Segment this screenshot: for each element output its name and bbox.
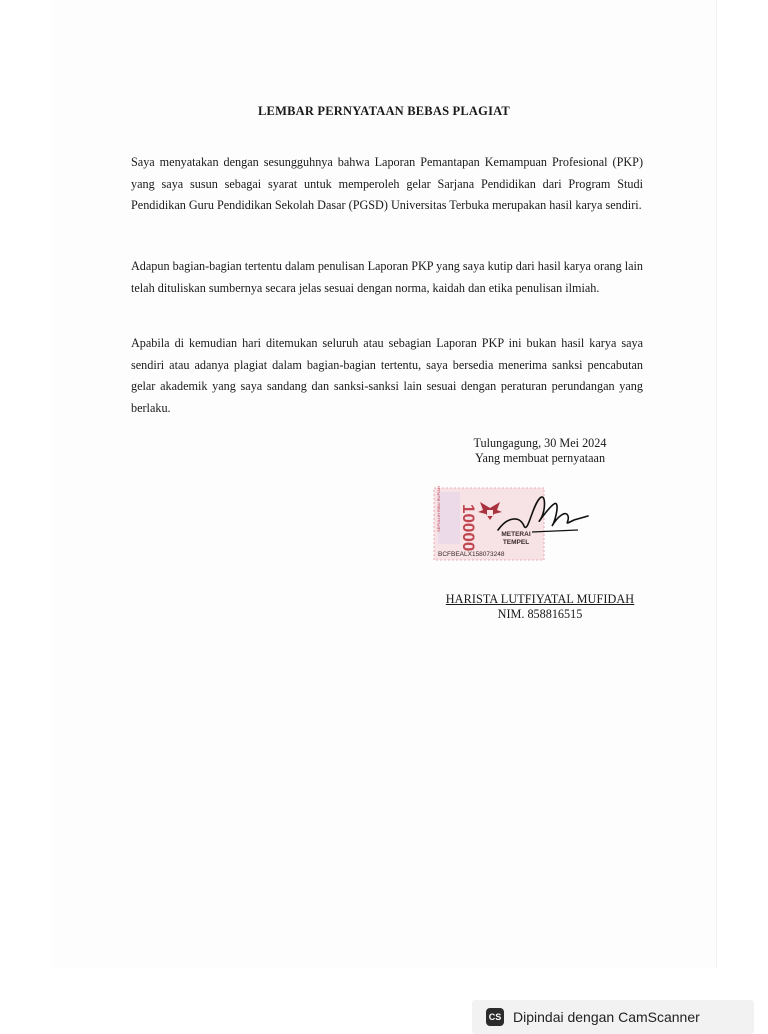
signer-nim: NIM. 858816515 [497,607,583,621]
paragraph-citation: Adapun bagian-bagian tertentu dalam penulisan Laporan PKP yang saya kutip dari hasil karya orang lain telah dituliskan sumbernya secara jelas sesuai dengan norma, kaidah dan etika penulisan ilmiah. [131,259,643,295]
camscanner-logo-icon: CS [486,1008,504,1026]
stamp-value: 10000 [459,504,478,552]
camscanner-watermark [472,1000,754,1034]
stamp-serial: BCFBEALX158073248 [438,551,505,558]
maker-label: Yang membuat pernyataan [474,451,606,465]
paragraph-sanction: Apabila di kemudian hari ditemukan seluruh atau sebagian Laporan PKP ini bukan hasil karya saya sendiri atau adanya plagiat dalam bagian-bagian tertentu, saya bersedia menerima sanksi pencabutan gelar akademik yang saya sandang dan sanksi-sanksi lain sesuai dengan peraturan perundangan yang berlaku. [131,336,643,415]
stamp-label-1: METERAI [501,531,531,538]
stamp-label-2: TEMPEL [502,539,530,546]
signer-block [440,592,640,622]
scanned-page [52,0,717,968]
place-date: Tulungagung, 30 Mei 2024 [473,436,607,450]
stamp-side-text: SEPULUH RIBU RUPIAH [436,486,441,532]
meterai-stamp-with-signature [428,486,598,568]
meterai-stamp-graphic [428,486,598,568]
document-title: LEMBAR PERNYATAAN BEBAS PLAGIAT [258,104,510,118]
stamp-hologram [438,492,460,544]
camscanner-label: Dipindai dengan CamScanner [513,1009,700,1025]
signature-header [440,436,640,466]
paragraph-statement: Saya menyatakan dengan sesungguhnya bahwa Laporan Pemantapan Kemampuan Profesional (PKP) yang saya susun sebagai syarat untuk memperoleh gelar Sarjana Pendidikan dari Program Studi Pendidikan Guru Pendidikan Sekolah Dasar (PGSD) Universitas Terbuka merupakan hasil karya sendiri. [131,155,643,212]
signer-name: HARISTA LUTFIYATAL MUFIDAH [445,592,635,606]
